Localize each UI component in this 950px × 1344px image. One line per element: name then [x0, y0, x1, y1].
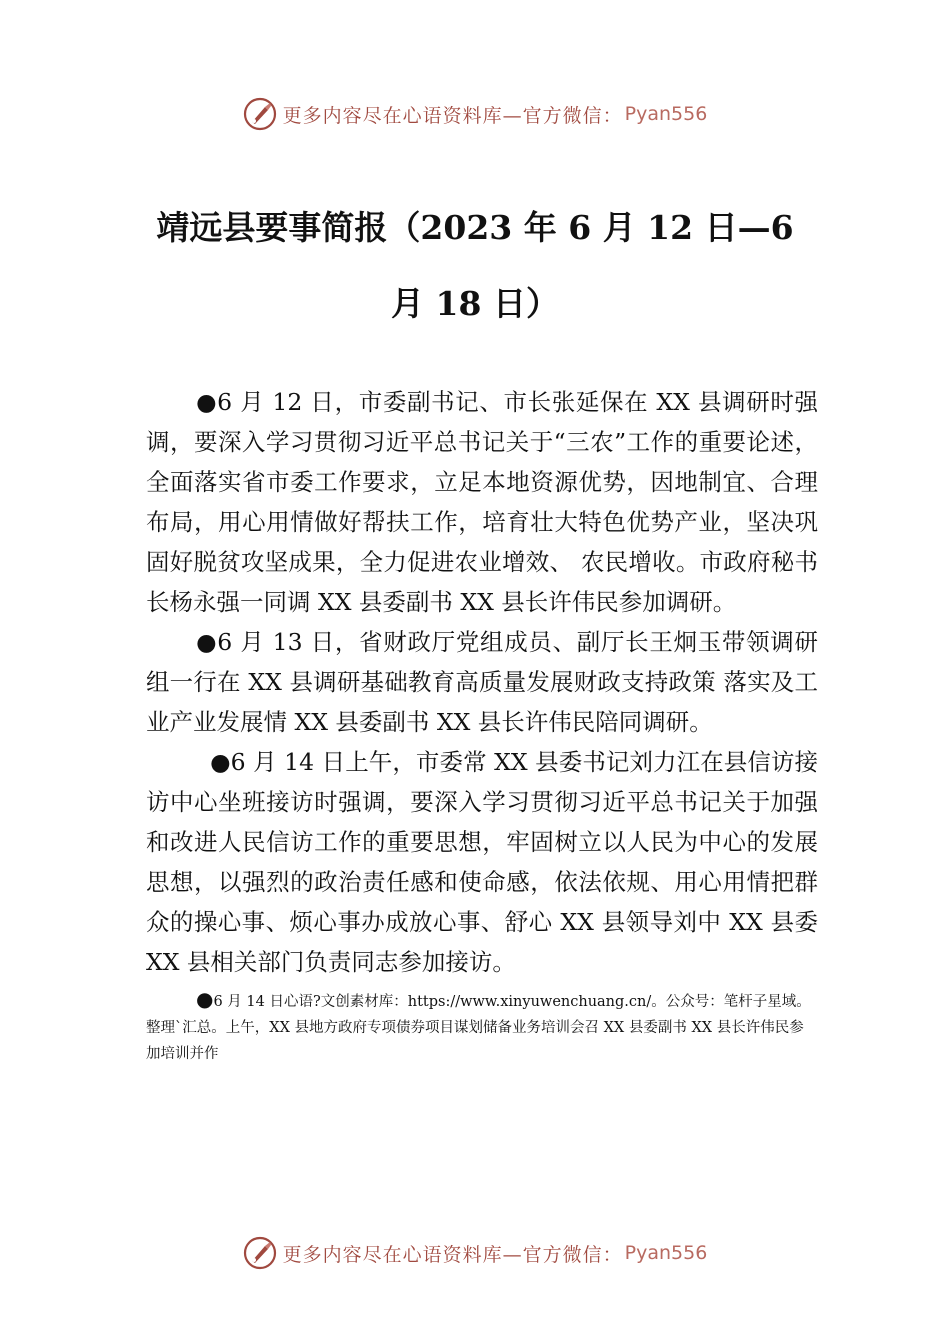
page-title: 靖远县要事简报（2023 年 6 月 12 日—6 月 18 日）: [156, 208, 794, 323]
watermark-text: 更多内容尽在心语资料库—官方微信：: [282, 1243, 623, 1266]
news-item-text: 6 月 14 日上午，市委常 XX 县委书记刘力江在县信访接访中心坐班接访时强调，要深入学习贯彻习近平总书记关于加强和改进人民信访工作的重要思想，牢固树立以人民为中心的发展思想，以强烈的政治责任感和使命感，依法依规、用心用情把群众的操心事、烦心事办成放心事、舒心 XX 县领导刘中 XX 县委 XX 县相关部门负责同志参加接访。: [146, 748, 818, 976]
news-item: [146, 622, 818, 742]
quill-logo-icon: [243, 1236, 277, 1270]
bullet-icon: ●: [196, 987, 214, 1011]
news-item-small-text: 6 月 14 日心语?文创素材库：https://www.xinyuwenchuang.cn/。公众号：笔杆子星域。整理`汇总。上午，XX 县地方政府专项债券项目谋划储备业务培训会召 XX 县委副书 XX 县长许伟民参加培训并作: [146, 994, 811, 1062]
header-watermark: [0, 94, 950, 134]
watermark-text: 更多内容尽在心语资料库—官方微信：: [282, 104, 623, 127]
news-item: [146, 742, 818, 982]
bullet-icon: ●: [210, 748, 231, 776]
footer-watermark: [0, 1233, 950, 1273]
watermark-id: Pyan556: [624, 1242, 708, 1264]
watermark-id: Pyan556: [624, 103, 708, 125]
news-item: [146, 382, 818, 622]
news-item-small: [146, 986, 818, 1067]
bullet-icon: ●: [196, 628, 218, 656]
news-item-text: 6 月 13 日，省财政厅党组成员、副厅长王炯玉带领调研组一行在 XX 县调研基础教育高质量发展财政支持政策 落实及工业产业发展情 XX 县委副书 XX 县长许伟民陪同调研。: [146, 628, 818, 736]
news-item-text: 6 月 12 日，市委副书记、市长张延保在 XX 县调研时强调，要深入学习贯彻习近平总书记关于“三农”工作的重要论述，全面落实省市委工作要求，立足本地资源优势，因地制宜、合理布局，用心用情做好帮扶工作，培育壮大特色优势产业，坚决巩固好脱贫攻坚成果，全力促进农业增效、 农民增收。市政府秘书长杨永强一同调 XX 县委副书 XX 县长许伟民参加调研。: [146, 388, 818, 616]
quill-logo-icon: [243, 97, 277, 131]
document-body: [146, 382, 818, 1067]
bullet-icon: ●: [196, 388, 218, 416]
